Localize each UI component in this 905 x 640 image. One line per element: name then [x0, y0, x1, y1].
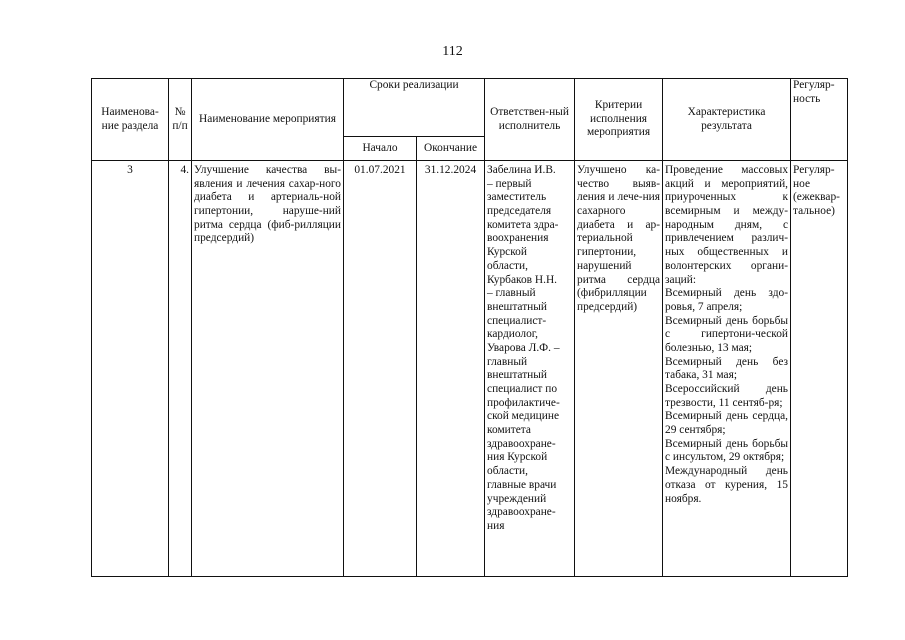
responsible-line: – главный — [487, 287, 536, 300]
cell-event: Улучшение качества вы-явления и лечения сахар-ного диабета и артериаль-ной гипертонии, наруше-ний ритма сердца (фиб-рилляции предсердий) — [192, 161, 344, 577]
cell-section: 3 — [92, 161, 169, 577]
responsible-line: внештатный — [487, 369, 548, 382]
result-item: Всемирный день борьбы с гипертони-ческой болезнью, 13 мая; — [665, 314, 789, 354]
result-item: Всемирный день борьбы с инсультом, 29 октября; — [665, 437, 789, 464]
page-number: 112 — [442, 44, 463, 59]
cell-result — [663, 161, 791, 577]
cell-regularity: Регуляр-ное (ежеквар-тальное) — [791, 161, 848, 577]
result-item: Всемирный день здо-ровья, 7 апреля; — [665, 287, 789, 313]
responsible-line: специалист по — [487, 383, 558, 395]
responsible-line: здравоохране- — [487, 506, 556, 519]
responsible-line: ской медицине — [487, 410, 560, 423]
result-item: Проведение массовых акций и мероприятий, приуроченных к всемирным и между-народным дням, с привлечением различ-ных общественных и волонтерских органи-заций: — [665, 164, 789, 286]
responsible-line: здравоохране- — [487, 437, 556, 450]
responsible-line: воохранения — [487, 232, 549, 245]
responsible-line: специалист- — [487, 314, 547, 327]
responsible-line: профилактиче- — [487, 396, 560, 409]
table-row — [92, 161, 848, 577]
result-item: Всемирный день без табака, 31 мая; — [665, 355, 789, 382]
responsible-line: ния Курской — [487, 451, 548, 464]
header-end: Окончание — [417, 137, 485, 161]
header-section-name: Наименова-ние раздела — [92, 79, 169, 161]
responsible-line: – первый — [487, 177, 532, 190]
header-regularity: Регуляр-ность — [791, 79, 848, 161]
responsible-line: области, — [487, 465, 528, 478]
cell-number: 4. — [169, 161, 192, 577]
responsible-line: ния — [487, 519, 505, 532]
result-item: Всемирный день сердца, 29 сентября; — [665, 410, 789, 437]
responsible-line: области, — [487, 259, 528, 272]
cell-responsible — [485, 161, 575, 577]
header-number: № п/п — [169, 79, 192, 161]
responsible-line: учреждений — [487, 492, 547, 505]
header-event-name: Наименование мероприятия — [192, 79, 344, 161]
responsible-line: заместитель — [487, 191, 547, 204]
header-result: Характеристика результата — [663, 79, 791, 161]
header-start: Начало — [344, 137, 417, 161]
responsible-line: Забелина И.В. — [487, 164, 556, 176]
result-item: Международный день отказа от курения, 15 ноября. — [665, 465, 789, 505]
measures-table — [91, 78, 848, 577]
responsible-line: комитета — [487, 424, 531, 437]
responsible-line: комитета здра- — [487, 218, 559, 231]
result-item: Всероссийский день трезвости, 11 сентяб-ря; — [665, 383, 789, 409]
responsible-line: Курбаков Н.Н. — [487, 273, 558, 286]
responsible-line: Уварова Л.Ф. – — [487, 341, 560, 354]
header-deadlines: Сроки реализации — [344, 79, 485, 137]
responsible-line: председателя — [487, 205, 552, 218]
cell-start: 01.07.2021 — [344, 161, 417, 577]
header-criteria: Критерии исполнения мероприятия — [575, 79, 663, 161]
cell-criteria: Улучшено ка-чество выяв-ления и лече-ния сахарного диабета и ар-териальной гипертонии, нарушений ритма сердца (фибрилляции предсердий) — [575, 161, 663, 577]
responsible-line: кардиолог, — [487, 328, 539, 341]
responsible-line: внештатный — [487, 300, 548, 313]
cell-end: 31.12.2024 — [417, 161, 485, 577]
responsible-line: Курской — [487, 246, 527, 259]
responsible-line: главные врачи — [487, 478, 557, 491]
header-responsible: Ответствен-ный исполнитель — [485, 79, 575, 161]
responsible-line: главный — [487, 355, 528, 368]
